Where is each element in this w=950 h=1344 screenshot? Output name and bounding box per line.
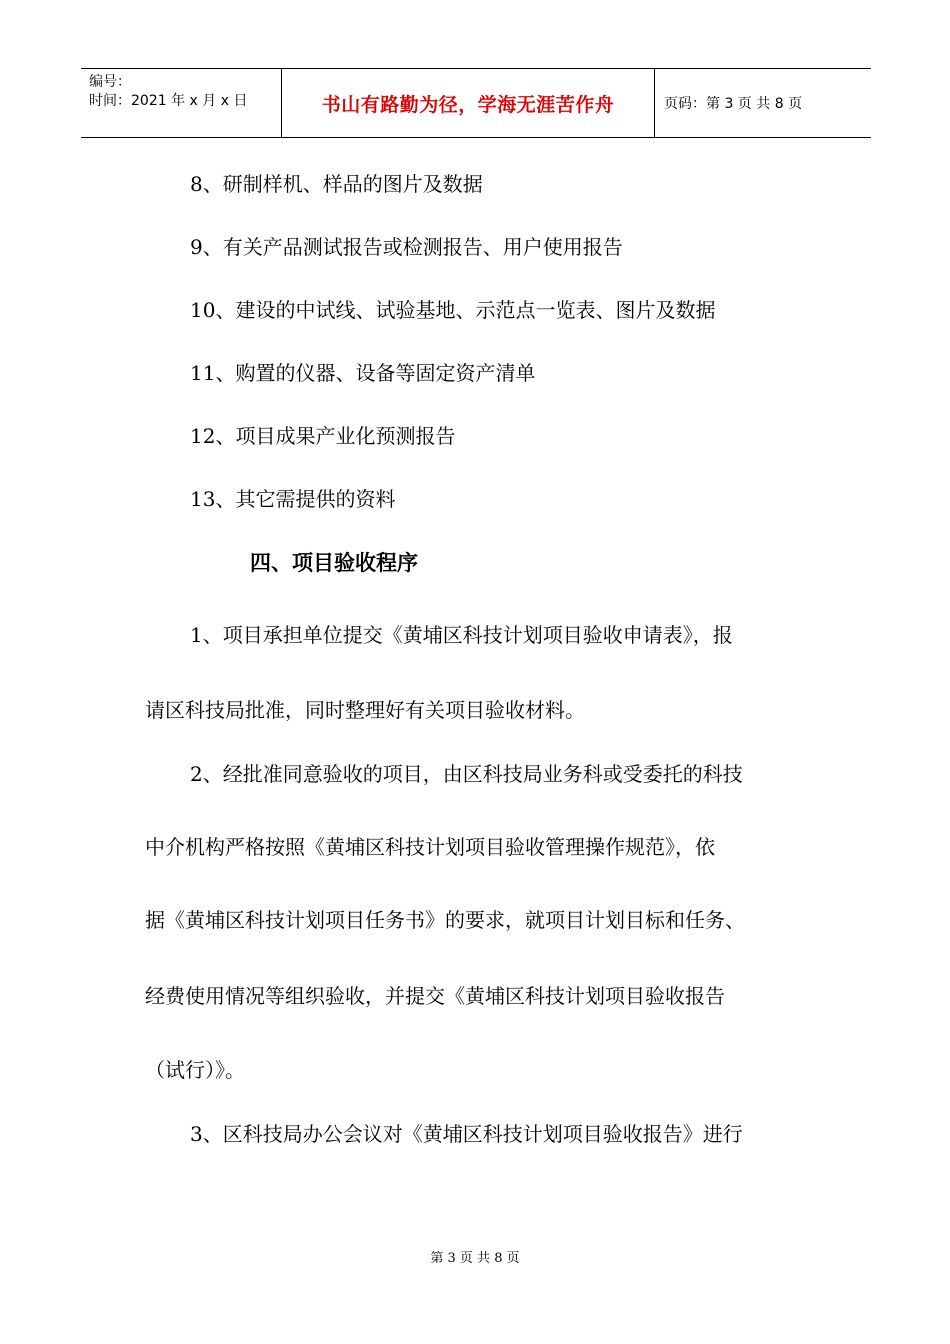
- list-item: 12、项目成果产业化预测报告: [190, 424, 456, 448]
- paragraph-line: （试行）》。: [145, 1058, 245, 1082]
- doc-number-label: 编号：: [89, 74, 131, 90]
- paragraph-line: 据《黄埔区科技计划项目任务书》的要求，就项目计划目标和任务、: [145, 908, 745, 932]
- list-item: 9、有关产品测试报告或检测报告、用户使用报告: [190, 235, 623, 259]
- list-item: 13、其它需提供的资料: [190, 487, 396, 511]
- header-page-label: 页码：第 3 页 共 8 页: [664, 96, 803, 112]
- paragraph-line: 请区科技局批准，同时整理好有关项目验收材料。: [145, 698, 585, 722]
- list-item: 11、购置的仪器、设备等固定资产清单: [190, 361, 536, 385]
- paragraph-line: 1、项目承担单位提交《黄埔区科技计划项目验收申请表》，报: [190, 623, 733, 647]
- section-heading: 四、项目验收程序: [250, 550, 418, 575]
- header-page-cell: [654, 69, 871, 137]
- doc-time-label: 时间：2021 年 x 月 x 日: [89, 93, 248, 109]
- page-header: [81, 68, 871, 138]
- paragraph-line: 中介机构严格按照《黄埔区科技计划项目验收管理操作规范》，依: [145, 835, 715, 859]
- header-motto: 书山有路勤为径，学海无涯苦作舟: [321, 93, 615, 116]
- list-item: 10、建设的中试线、试验基地、示范点一览表、图片及数据: [190, 298, 716, 322]
- page-footer: 第 3 页 共 8 页: [430, 1251, 520, 1266]
- paragraph-line: 2、经批准同意验收的项目，由区科技局业务科或受委托的科技: [190, 762, 743, 786]
- list-item: 8、研制样机、样品的图片及数据: [190, 172, 483, 196]
- header-motto-cell: [281, 69, 655, 137]
- paragraph-line: 3、区科技局办公会议对《黄埔区科技计划项目验收报告》进行: [190, 1122, 743, 1146]
- header-meta: [81, 69, 281, 137]
- paragraph-line: 经费使用情况等组织验收，并提交《黄埔区科技计划项目验收报告: [145, 984, 725, 1008]
